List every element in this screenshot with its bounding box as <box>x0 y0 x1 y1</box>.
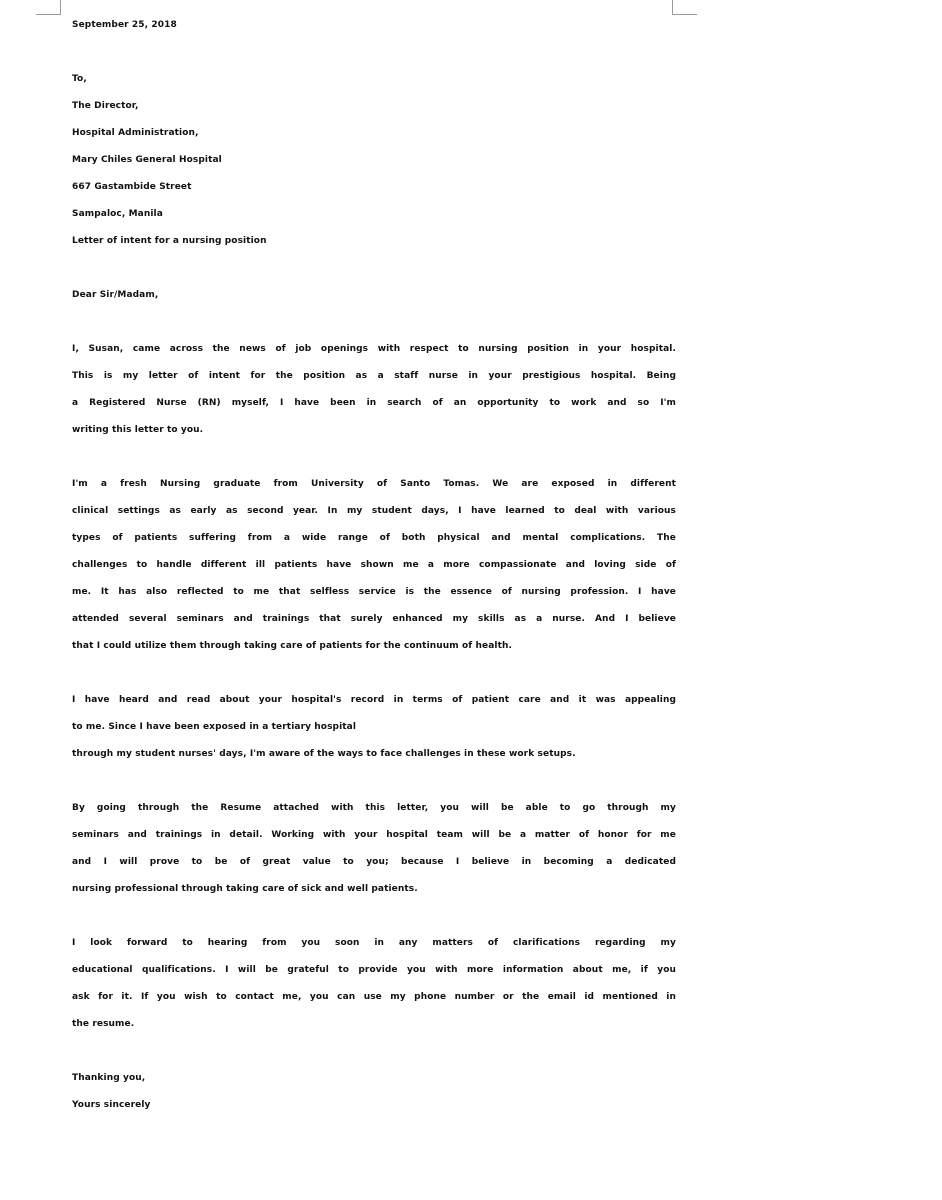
recipient-line: Mary Chiles General Hospital <box>72 155 222 165</box>
recipient-line: Sampaloc, Manila <box>72 209 163 219</box>
letter-body <box>72 12 676 1119</box>
recipient-line: 667 Gastambide Street <box>72 182 192 192</box>
paragraph-line: I, Susan, came across the news of job openings with respect to nursing position in your hospital. <box>72 344 676 354</box>
paragraph-contact <box>72 930 676 1038</box>
paragraph-line: and I will prove to be of great value to you; because I believe in becoming a dedicated <box>72 857 676 867</box>
closing-thanks: Thanking you, <box>72 1073 146 1083</box>
page-corner-mark-left <box>36 0 61 15</box>
paragraph-experience <box>72 471 676 660</box>
paragraph-hospital <box>72 687 676 768</box>
paragraph-line: seminars and trainings in detail. Working with your hospital team will be a matter of honor for me <box>72 830 676 840</box>
paragraph-line: clinical settings as early as second year. In my student days, I have learned to deal with various <box>72 506 676 516</box>
paragraph-line: the resume. <box>72 1019 135 1029</box>
paragraph-line: I have heard and read about your hospital's record in terms of patient care and it was appealing <box>72 695 676 705</box>
letter-date: September 25, 2018 <box>72 20 177 30</box>
paragraph-line: me. It has also reflected to me that selfless service is the essence of nursing profession. I have <box>72 587 676 597</box>
paragraph-line: a Registered Nurse (RN) myself, I have been in search of an opportunity to work and so I'm <box>72 398 676 408</box>
recipient-line: The Director, <box>72 101 139 111</box>
letter-to: To, <box>72 74 87 84</box>
recipient-address <box>72 93 676 255</box>
paragraph-line: types of patients suffering from a wide range of both physical and mental complications. The <box>72 533 676 543</box>
paragraph-line: writing this letter to you. <box>72 425 204 435</box>
paragraph-resume <box>72 795 676 903</box>
letter-greeting: Dear Sir/Madam, <box>72 290 159 300</box>
paragraph-line: challenges to handle different ill patients have shown me a more compassionate and loving side of <box>72 560 676 570</box>
paragraph-line: This is my letter of intent for the position as a staff nurse in your prestigious hospital. Being <box>72 371 676 381</box>
letter-closing <box>72 1065 676 1119</box>
paragraph-line: ask for it. If you wish to contact me, you can use my phone number or the email id mentioned in <box>72 992 676 1002</box>
paragraph-line: to me. Since I have been exposed in a tertiary hospital <box>72 722 357 732</box>
paragraph-line: I look forward to hearing from you soon in any matters of clarifications regarding my <box>72 938 676 948</box>
paragraph-line: educational qualifications. I will be grateful to provide you with more information about me, if you <box>72 965 676 975</box>
paragraph-line: that I could utilize them through taking care of patients for the continuum of health. <box>72 641 513 651</box>
closing-signoff: Yours sincerely <box>72 1100 151 1110</box>
paragraph-line: By going through the Resume attached with this letter, you will be able to go through my <box>72 803 676 813</box>
paragraph-line: nursing professional through taking care of sick and well patients. <box>72 884 418 894</box>
paragraph-line: I'm a fresh Nursing graduate from University of Santo Tomas. We are exposed in different <box>72 479 676 489</box>
paragraph-line: attended several seminars and trainings that surely enhanced my skills as a nurse. And I believe <box>72 614 676 624</box>
paragraph-intro <box>72 336 676 444</box>
recipient-line: Hospital Administration, <box>72 128 199 138</box>
paragraph-line: through my student nurses' days, I'm aware of the ways to face challenges in these work setups. <box>72 749 576 759</box>
letter-subject: Letter of intent for a nursing position <box>72 236 267 246</box>
